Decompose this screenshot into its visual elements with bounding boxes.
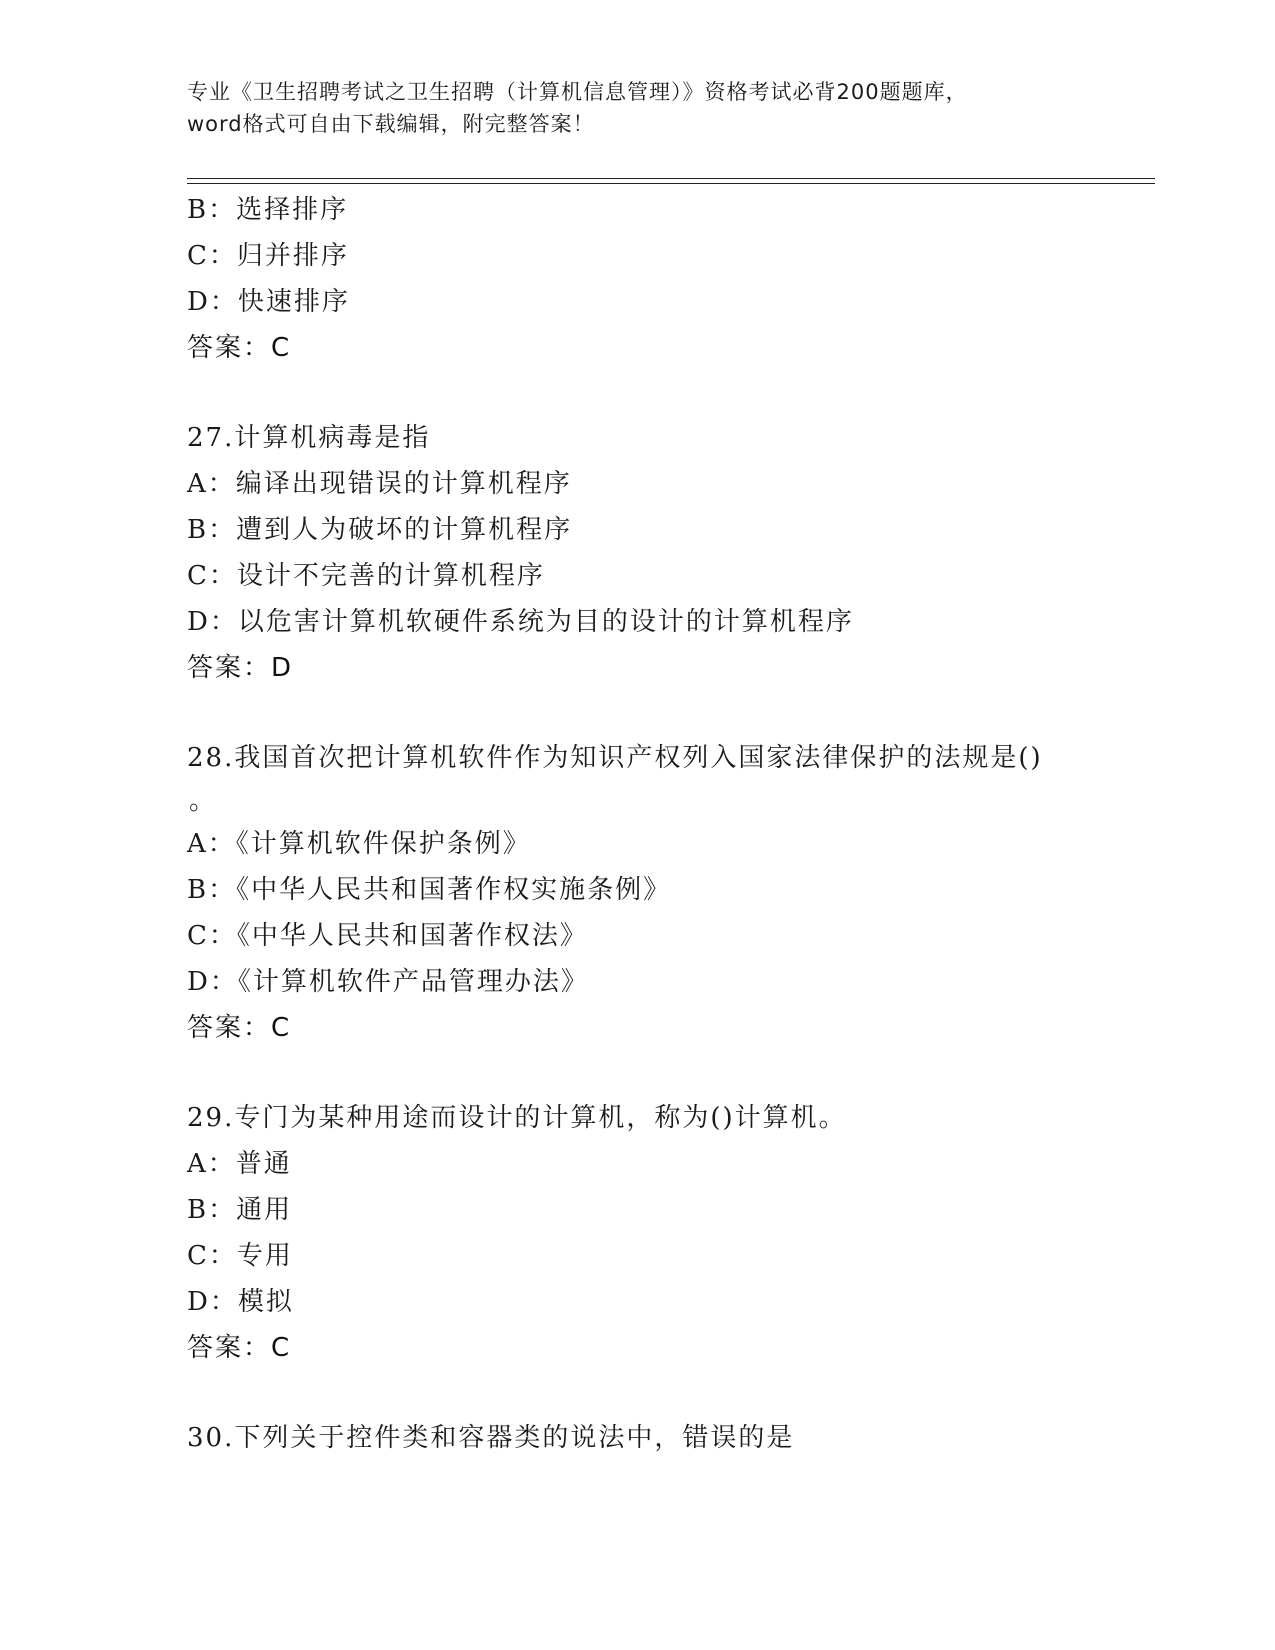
- option-b: B：通用: [187, 1195, 293, 1225]
- option-d: D：模拟: [187, 1287, 294, 1317]
- spacer: [187, 1371, 1147, 1415]
- spacer: [187, 1051, 1147, 1095]
- option-a: A：编译出现错误的计算机程序: [187, 469, 572, 499]
- option-b: B：遭到人为破坏的计算机程序: [187, 515, 573, 545]
- option-c: C：设计不完善的计算机程序: [187, 561, 545, 591]
- question-30: [187, 1415, 1147, 1461]
- answer-line: 答案：C: [187, 1013, 292, 1043]
- header-title-line-1: 专业《卫生招聘考试之卫生招聘（计算机信息管理）》资格考试必背200题题库，: [187, 80, 968, 104]
- question-26-tail: [187, 187, 1147, 371]
- spacer: [187, 691, 1147, 735]
- option-a: A：《计算机软件保护条例》: [187, 829, 531, 859]
- question-stem-continuation: 。: [189, 786, 216, 816]
- option-b: B：选择排序: [187, 195, 349, 225]
- option-d: D：《计算机软件产品管理办法》: [187, 967, 589, 997]
- option-d: D：快速排序: [187, 287, 350, 317]
- option-c: C：归并排序: [187, 241, 349, 271]
- question-stem: 28.我国首次把计算机软件作为知识产权列入国家法律保护的法规是(): [187, 743, 1043, 773]
- question-stem: 27.计算机病毒是指: [187, 423, 431, 453]
- question-29: [187, 1095, 1147, 1371]
- header-divider-top: [187, 178, 1155, 179]
- answer-line: 答案：C: [187, 1333, 292, 1363]
- option-a: A：普通: [187, 1149, 292, 1179]
- header-title-line-2: word格式可自由下载编辑，附完整答案！: [187, 112, 595, 136]
- option-c: C：专用: [187, 1241, 293, 1271]
- question-28: [187, 735, 1147, 1051]
- answer-line: 答案：D: [187, 653, 294, 683]
- spacer: [187, 371, 1147, 415]
- question-stem: 30.下列关于控件类和容器类的说法中，错误的是: [187, 1423, 795, 1453]
- question-list: [187, 187, 1147, 1461]
- option-c: C：《中华人民共和国著作权法》: [187, 921, 588, 951]
- question-stem: 29.专门为某种用途而设计的计算机，称为()计算机。: [187, 1103, 847, 1133]
- document-header: [187, 76, 1087, 140]
- option-b: B：《中华人民共和国著作权实施条例》: [187, 875, 672, 905]
- header-divider-bottom: [187, 183, 1155, 184]
- option-d: D：以危害计算机软硬件系统为目的设计的计算机程序: [187, 607, 854, 637]
- question-27: [187, 415, 1147, 691]
- answer-line: 答案：C: [187, 333, 292, 363]
